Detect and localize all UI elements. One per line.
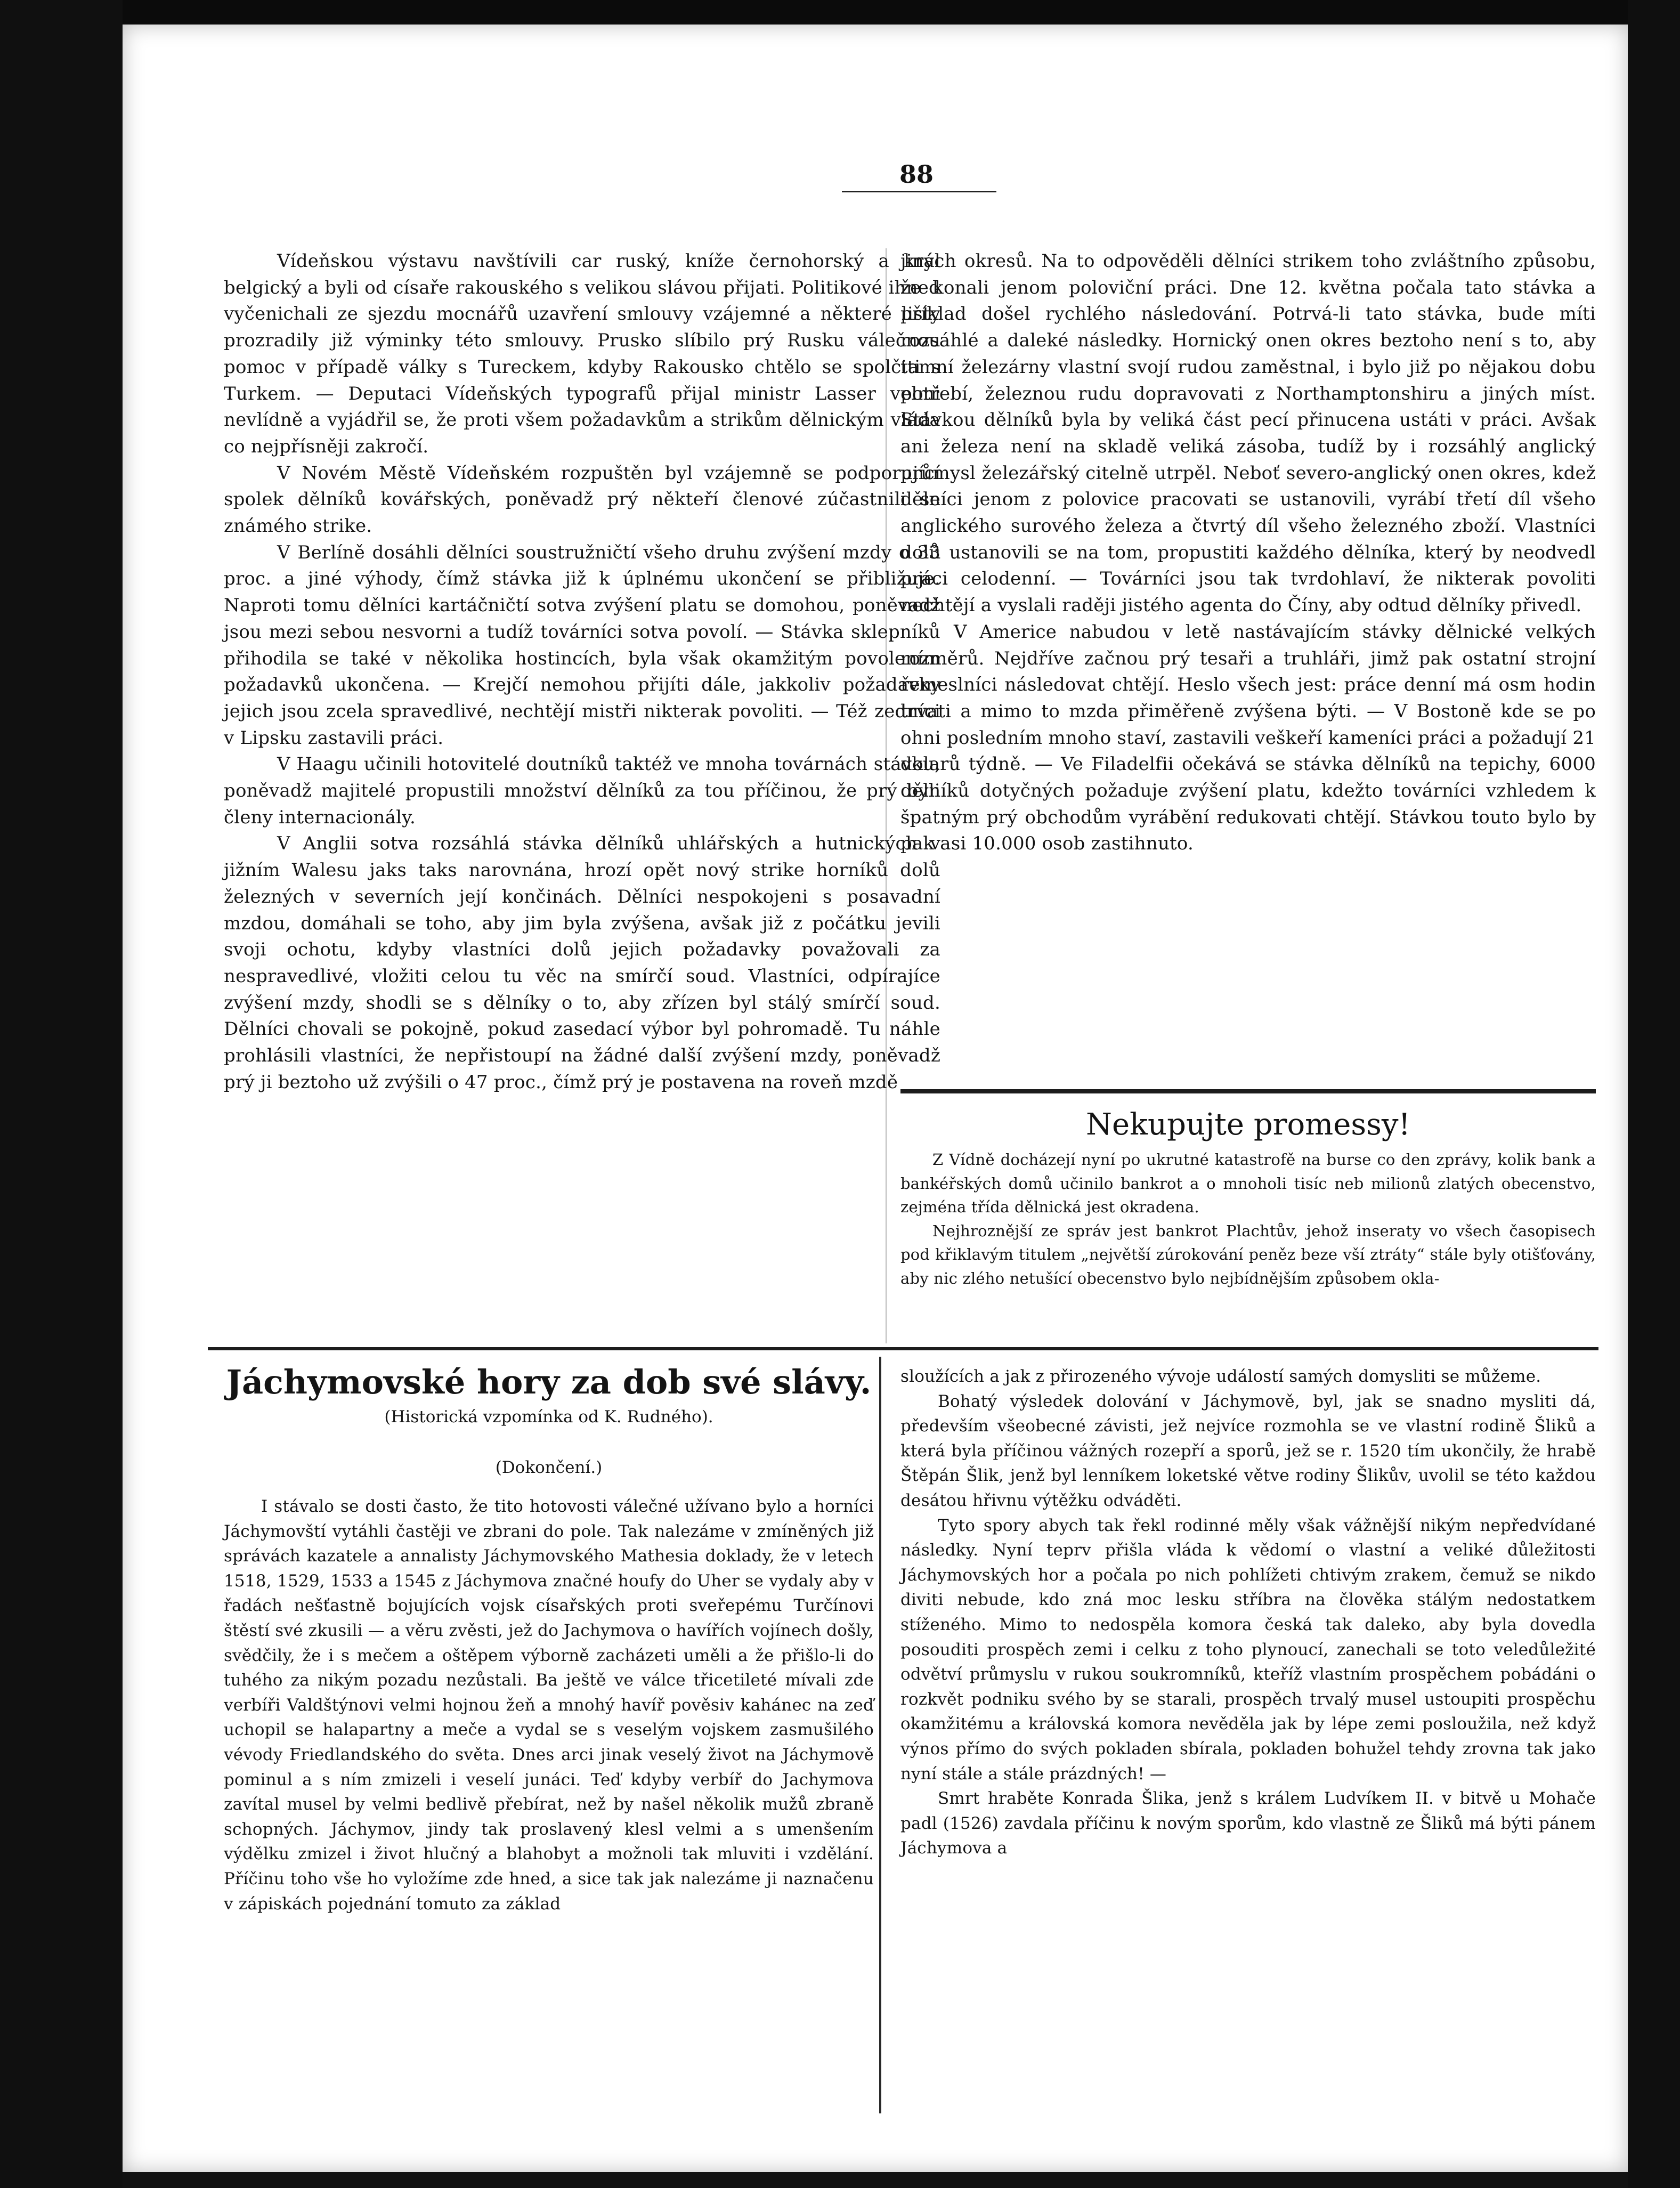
news-paragraph: Vídeňskou výstavu navštívili car ruský, kníže černohorský a král belgický a byli od císaře rakouského s velikou slávou přijati. Politikové ihned vyčenichali ze sjezdu mocnářů uzavření smlouvy vzájemné a některé listy prozradily již výminky této smlouvy. Prusko slíbilo prý Rusku válečnou pomoc v případě války s Tureckem, kdyby Rakousko chtělo se spolčiti s Turkem. — Deputaci Vídeňských typografů přijal ministr Lasser velmi nevlídně a vyjádřil se, že proti všem požadavkům a strikům dělnickým vláda co nejpřísněji zakročí.: [224, 250, 940, 457]
news-paragraph: V Americe nabudou v letě nastávajícím stávky dělnické velkých rozměrů. Nejdříve začnou prý tesaři a truhláři, jimž pak ostatní strojní řemeslníci následovat chtějí. Heslo všech jest: práce denní má osm hodin trvati a mimo to mzda přiměřeně zvýšena býti. — V Bostoně kde se po ohni posledním mnoho staví, zastavili veškeří kameníci práci a požadují 21 dolarů týdně. — Ve Filadelfii očekává se stávka dělníků na tepichy, 6000 dělníků dotyčných požaduje zvýšení platu, kdežto továrníci vzhledem k špatným prý obchodům vyrábění redukovati chtějí. Stávkou touto bylo by pak asi 10.000 osob zastihnuto.: [900, 621, 1596, 855]
notice-paragraph: Nejhroznější ze správ jest bankrot Plachtův, jehož inseraty vo všech časopisech pod křiklavým titulem „největší zúrokování peněz beze vší ztráty“ stále byly otišťovány, aby nic zlého netušící obecenstvo bylo nejbídnějším způsobem okla-: [900, 1221, 1596, 1287]
newspaper-page: [123, 25, 1628, 2172]
film-strip-top: [0, 0, 1680, 25]
news-paragraph: V Berlíně dosáhli dělníci soustružničtí všeho druhu zvýšení mzdy o 33 proc. a jiné výhody, čímž stávka již k úplnému ukončení se přibližuje. Naproti tomu dělníci kartáčničtí sotva zvýšení platu se domohou, poněvadž jsou mezi sebou nesvorni a tudíž továrníci sotva povolí. — Stávka sklepníků přihodila se také v několika hostincích, byla však okamžitým povolením požadavků ukončena. — Krejčí nemohou přijíti dále, jakkoliv požadavky jejich jsou zcela spravedlivé, nechtějí mistři nikterak povoliti. — Též zedníci v Lipsku zastavili práci.: [224, 541, 940, 749]
article-paragraph: Bohatý výsledek dolování v Jáchymově, byl, jak se snadno mysliti dá, především všeobecné závisti, jež nejvíce rozmohla se ve vlastní rodině Šliků a která byla příčinou vážných rozepří a sporů, jež se r. 1520 tím ukončily, že hrabě Štěpán Šlik, jenž byl lenníkem loketské větve rodiny Šlikův, uvolil se této každou desátou hřivnu výtěžku odváděti.: [900, 1391, 1596, 1510]
news-paragraph: V Anglii sotva rozsáhlá stávka dělníků uhlářských a hutnických v jižním Walesu jaks taks narovnána, hrozí opět nový strike horníků dolů železných v severních její končinách. Dělníci nespokojeni s posavadní mzdou, domáhali se toho, aby jim byla zvýšena, avšak již z počátku jevili svoji ochotu, kdyby vlastníci dolů jejich požadavky považovali za nespravedlivé, vložiti celou tu věc na smírčí soud. Vlastníci, odpírajíce zvýšení mzdy, shodli se s dělníky o to, aby zřízen byl stálý smírčí soud. Dělníci chovali se pokojně, pokud zasedací výbor byl pohromadě. Tu náhle prohlásili vlastníci, že nepřistoupí na žádné další zvýšení mzdy, poněvadž prý ji beztoho už zvýšili o 47 proc., čímž prý je postavena na roveň mzdě: [224, 833, 940, 1093]
film-strip-right: [1628, 0, 1680, 2188]
news-paragraph: V Haagu učinili hotovitelé doutníků taktéž ve mnoha továrnách stávku, poněvadž majitelé propustili množství dělníků za tou příčinou, že prý byli členy internacionály.: [224, 753, 940, 828]
section-rule-full: [208, 1347, 1598, 1350]
article-continued-label: (Dokončení.): [495, 1458, 603, 1477]
news-paragraph: V Novém Městě Vídeňském rozpuštěn byl vzájemně se podporující spolek dělníků kovářských, poněvadž prý někteří členové zúčastnili se známého strike.: [224, 462, 940, 537]
notice-body: [900, 1148, 1596, 1290]
news-column-right: [900, 248, 1596, 857]
news-column-left: [224, 248, 940, 1096]
news-paragraph: jiných okresů. Na to odpověděli dělníci strikem toho zvláštního způsobu, že konali jenom poloviční práci. Dne 12. května počala tato stávka a příklad došel rychlého následování. Potrvá-li tato stávka, bude míti rozsáhlé a daleké následky. Hornický onen okres beztoho není s to, aby tamní železárny vlastní svojí rudou zaměstnal, i bylo již po nějakou dobu potřebí, železnou rudu dopravovati z Northamptonshiru a jiných míst. Stávkou dělníků byla by veliká část pecí přinucena ustáti v práci. Avšak ani železa není na skladě veliká zásoba, tudíž by i rozsáhlý anglický průmysl železářský citelně utrpěl. Neboť severo-anglický onen okres, kdež dělníci jenom z polovice pracovati se ustanovili, vyrábí třetí díl všeho anglického surového železa a čtvrtý díl všeho železného zboží. Vlastníci dolů ustanovili se na tom, propustiti každého dělníka, který by neodvedl práci celodenní. — Továrníci jsou tak tvrdohlaví, že nikterak povoliti nechtějí a vyslali raději jistého agenta do Číny, aby odtud dělníky přivedl.: [900, 250, 1596, 617]
article-column-right: [900, 1364, 1596, 1861]
notice-paragraph: Z Vídně docházejí nyní po ukrutné katastrofě na burse co den zprávy, kolik bank a bankéřských domů učinilo bankrot a o mnoholi tisíc neb milionů zlatých obecenstvo, zejména třída dělnická jest okradena.: [900, 1150, 1596, 1216]
article-column-left: [224, 1494, 874, 1916]
notice-title: Nekupujte promessy!: [1085, 1107, 1411, 1142]
article-subtitle: (Historická vzpomínka od K. Rudného).: [384, 1407, 713, 1427]
article-paragraph: sloužících a jak z přirozeného vývoje událostí samých domysliti se můžeme.: [900, 1367, 1541, 1386]
article-paragraph: Tyto spory abych tak řekl rodinné měly však vážnější nikým nepředvídané následky. Nyní teprv přišla vláda k vědomí o vlastní a veliké důležitosti Jáchymovských hor a počala po nich pohlížeti chtivým zrakem, čemuž se nikdo diviti nebude, kdo zná moc lesku stříbra na člověka stálým nedostatkem stíženého. Mimo to nedospěla komora česká tak daleko, aby byla dovedla posouditi prospěch zemi i celku z toho plynoucí, zanechali se toto veledůležité odvětví průmyslu v rukou soukromníků, kteříž vlastním prospěchem pobádáni o rozkvět podniku svého by se starali, prospěch trvalý musel ustoupiti prospěchu okamžitému a královská komora nevěděla jak by lépe zemi posloužila, než když výnos přímo do svých pokladen sbírala, pokladen bohužel tehdy zrovna tak jako nyní stále a stále prázdných! —: [900, 1516, 1596, 1784]
article-paragraph: Smrt hraběte Konrada Šlika, jenž s králem Ludvíkem II. v bitvě u Mohače padl (1526) zavdala příčinu k novým sporům, kdo vlastně ze Šliků má býti pánem Jáchymova a: [900, 1789, 1596, 1858]
film-strip-left: [0, 0, 123, 2188]
column-divider-bottom: [879, 1357, 881, 2113]
page-number: 88: [899, 160, 934, 189]
article-headline: Jáchymovské hory za dob své slávy.: [226, 1363, 872, 1401]
page-number-rule: [842, 191, 996, 192]
section-rule: [900, 1089, 1596, 1093]
article-paragraph: I stávalo se dosti často, že tito hotovosti válečné užívano bylo a horníci Jáchymovští vytáhli častěji ve zbrani do pole. Tak nalezáme v zmíněných již správách kazatele a annalisty Jáchymovského Mathesia doklady, že v letech 1518, 1529, 1533 a 1545 z Jáchymova značné houfy do Uher se vydaly aby v řadách nešťastně bojujících vojsk císařských proti sveřepému Turčínovi štěstí své zkusili — a věru zvěsti, jež do Jachymova o havířích vojínech došly, svědčily, že i s mečem a oštěpem výborně zacházeti uměli a že přišlo-li do tuhého za nikým pozadu nezůstali. Ba ještě ve válce třicetileté mívali zde verbíři Valdštýnovi velmi hojnou žeň a mnohý havíř pověsiv kahánec na zeď uchopil se halapartny a meče a vydal se s veselým vojskem zasmušilého vévody Friedlandského do světa. Dnes arci jinak veselý život na Jáchymově pominul a s ním zmizeli i veselí junáci. Teď kdyby verbíř do Jachymova zavítal musel by velmi bedlivě přebírat, než by našel několik mužů zbraně schopných. Jáchymov, jindy tak proslavený klesl velmi a s umenšením výdělku zmizel i život hlučný a blahobyt a možnoli tak mluviti i vzdělání. Příčinu toho vše ho vyložíme zde hned, a sice tak jak nalezáme ji naznačenu v zápiskách pojednání tomuto za základ: [224, 1497, 874, 1914]
